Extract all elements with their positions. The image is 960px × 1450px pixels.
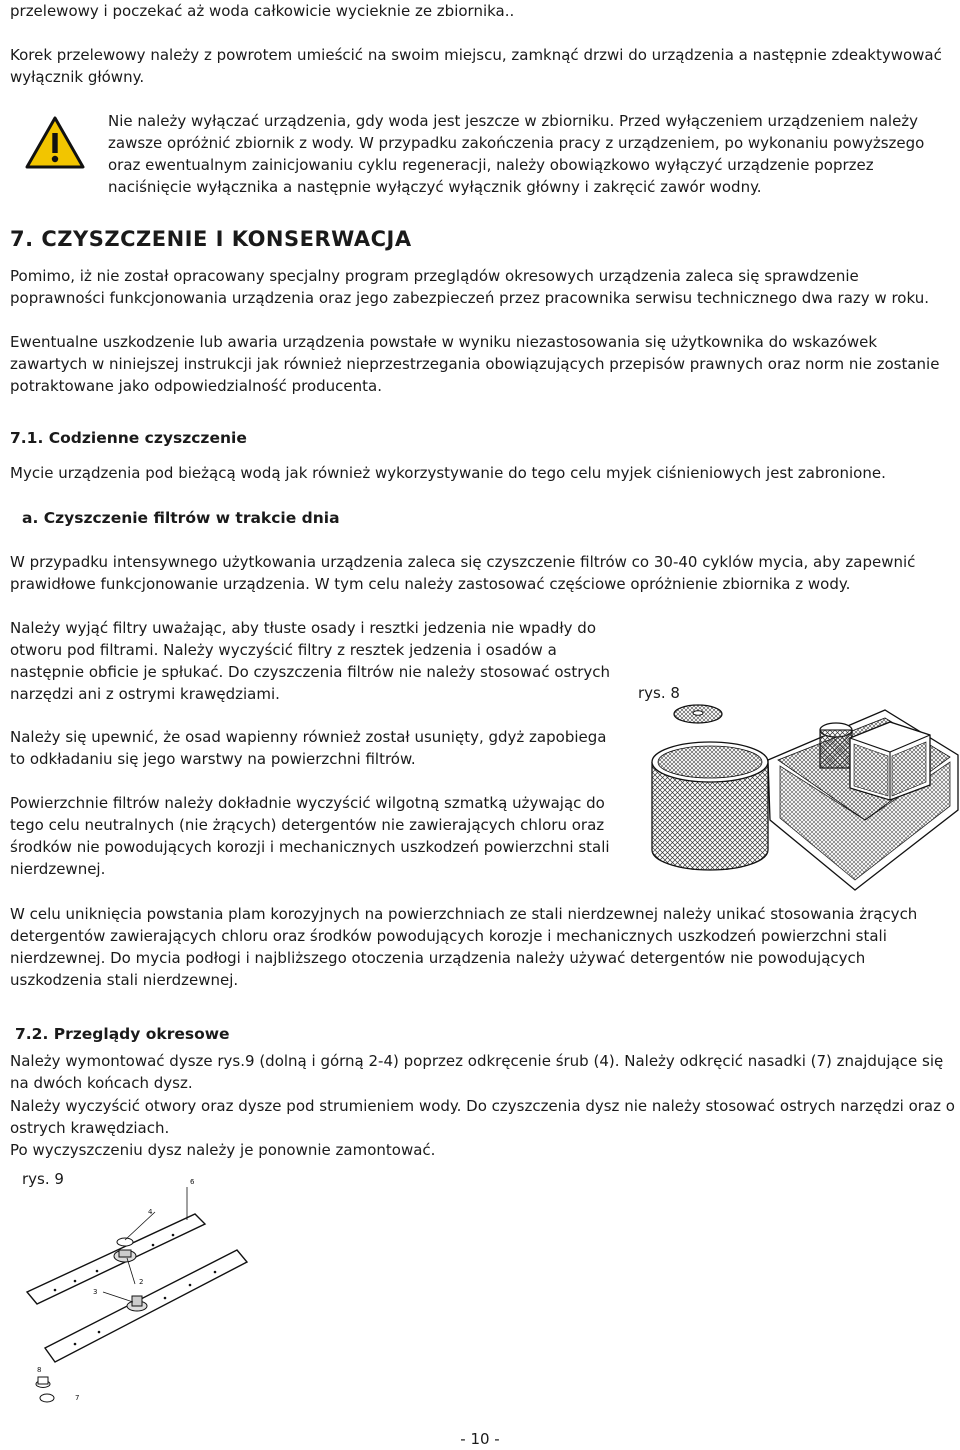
figure-9-label-4: 4	[148, 1208, 153, 1216]
section-7-paragraph-2: Ewentualne uszkodzenie lub awaria urządzenia powstałe w wyniku niezastosowania się użytkownika do wskazówek zawartych w niniejszej instrukcji jak również nieprzestrzegania obowiązujących przepisów prawnych oraz norm nie zostanie potraktowane jako odpowiedzialność producenta.	[10, 333, 940, 395]
section-7-2-title: 7.2. Przeglądy okresowe	[15, 1025, 230, 1043]
filters-paragraph-1: Należy wyjąć filtry uważając, aby tłuste osady i resztki jedzenia nie wpadły do otworu pod filtrami. Należy wyczyścić filtry z resztek jedzenia i osadów a następnie obficie je spłukać. Do czyszczenia filtrów nie należy stosować ostrych narzędzi ani z ostrymi krawędziami.	[10, 619, 611, 703]
figure-9-label-8: 8	[37, 1366, 42, 1374]
section-7-1-title: 7.1. Codzienne czyszczenie	[10, 429, 247, 447]
section-7-1-paragraph-2: W przypadku intensywnego użytkowania urządzenia zaleca się czyszczenie filtrów co 30-40 cyklów mycia, aby zapewnić prawidłowe funkcjonowanie urządzenia. W tym celu należy zastosować częściowe opróżnienie zbiornika z wody.	[10, 553, 916, 593]
figure-8-caption: rys. 8	[638, 684, 680, 702]
section-7-title: 7. CZYSZCZENIE I KONSERWACJA	[10, 227, 412, 251]
section-7-paragraph-1: Pomimo, iż nie został opracowany specjalny program przeglądów okresowych urządzenia zaleca się sprawdzenie poprawności funkcjonowania urządzenia oraz jego zabezpieczeń przez pracownika serwisu technicznego dwa razy w roku.	[10, 267, 929, 307]
section-7-1-a-title: a. Czyszczenie filtrów w trakcie dnia	[22, 509, 340, 527]
page-number: - 10 -	[460, 1430, 500, 1448]
figure-9-label-2: 2	[139, 1278, 144, 1286]
figure-9-label-6: 6	[190, 1178, 195, 1186]
section-7-2-line-1: Należy wymontować dysze rys.9 (dolną i górną 2-4) poprzez odkręcenie śrub (4). Należy odkręcić nasadki (7) znajdujące się na dwóch końcach dysz.	[10, 1052, 944, 1092]
stainless-steel-paragraph: W celu uniknięcia powstania plam korozyjnych na powierzchniach ze stali nierdzewnej należy unikać stosowania żrących detergentów zawierających chloru oraz środków powodujących korozje i mechanicznych uszkodzeń powierzchni stali nierdzewnej. Do mycia podłogi i najbliższego otoczenia urządzenia należy używać detergentów nie powodujących uszkodzenia stali nierdzewnej.	[10, 905, 918, 989]
intro-paragraph: Korek przelewowy należy z powrotem umieścić na swoim miejscu, zamknąć drzwi do urządzenia a następnie zdeaktywować wyłącznik główny.	[10, 46, 942, 86]
filters-paragraph-3: Powierzchnie filtrów należy dokładnie wyczyścić wilgotną szmatką używając do tego celu neutralnych (nie żrących) detergentów nie zawierających chloru oraz środków nie powodujących korozji i mechanicznych uszkodzeń powierzchni stali nierdzewnej.	[10, 794, 610, 878]
section-7-2-line-2: Należy wyczyścić otwory oraz dysze pod strumieniem wody. Do czyszczenia dysz nie należy stosować ostrych narzędzi oraz o ostrych krawędziach.	[10, 1097, 955, 1137]
figure-8-filters-illustration	[640, 700, 960, 895]
section-7-2-line-3: Po wyczyszczeniu dysz należy je ponownie zamontować.	[10, 1141, 436, 1159]
figure-9-caption: rys. 9	[22, 1170, 64, 1188]
filters-paragraph-2: Należy się upewnić, że osad wapienny również został usunięty, gdyż zapobiega to odkładaniu się jego warstwy na powierzchni filtrów.	[10, 728, 607, 768]
section-7-1-paragraph-1: Mycie urządzenia pod bieżącą wodą jak również wykorzystywanie do tego celu myjek ciśnieniowych jest zabronione.	[10, 464, 886, 482]
figure-9-label-3: 3	[93, 1288, 98, 1296]
figure-9-spray-arms-illustration	[15, 1172, 255, 1412]
figure-9-label-7: 7	[75, 1394, 80, 1402]
warning-triangle-icon	[24, 115, 86, 171]
intro-line: przelewowy i poczekać aż woda całkowicie wycieknie ze zbiornika..	[10, 2, 515, 20]
warning-text: Nie należy wyłączać urządzenia, gdy woda jest jeszcze w zbiorniku. Przed wyłączeniem urządzeniem należy zawsze opróżnić zbiornik z wody. W przypadku zakończenia pracy z urządzeniem, po wykonaniu powyższego oraz ewentualnym zainicjowaniu cyklu regeneracji, należy obowiązkowo wyłączyć urządzenie poprzez naciśnięcie wyłącznika a następnie wyłączyć wyłącznik główny i zakręcić zawór wodny.	[108, 112, 925, 196]
